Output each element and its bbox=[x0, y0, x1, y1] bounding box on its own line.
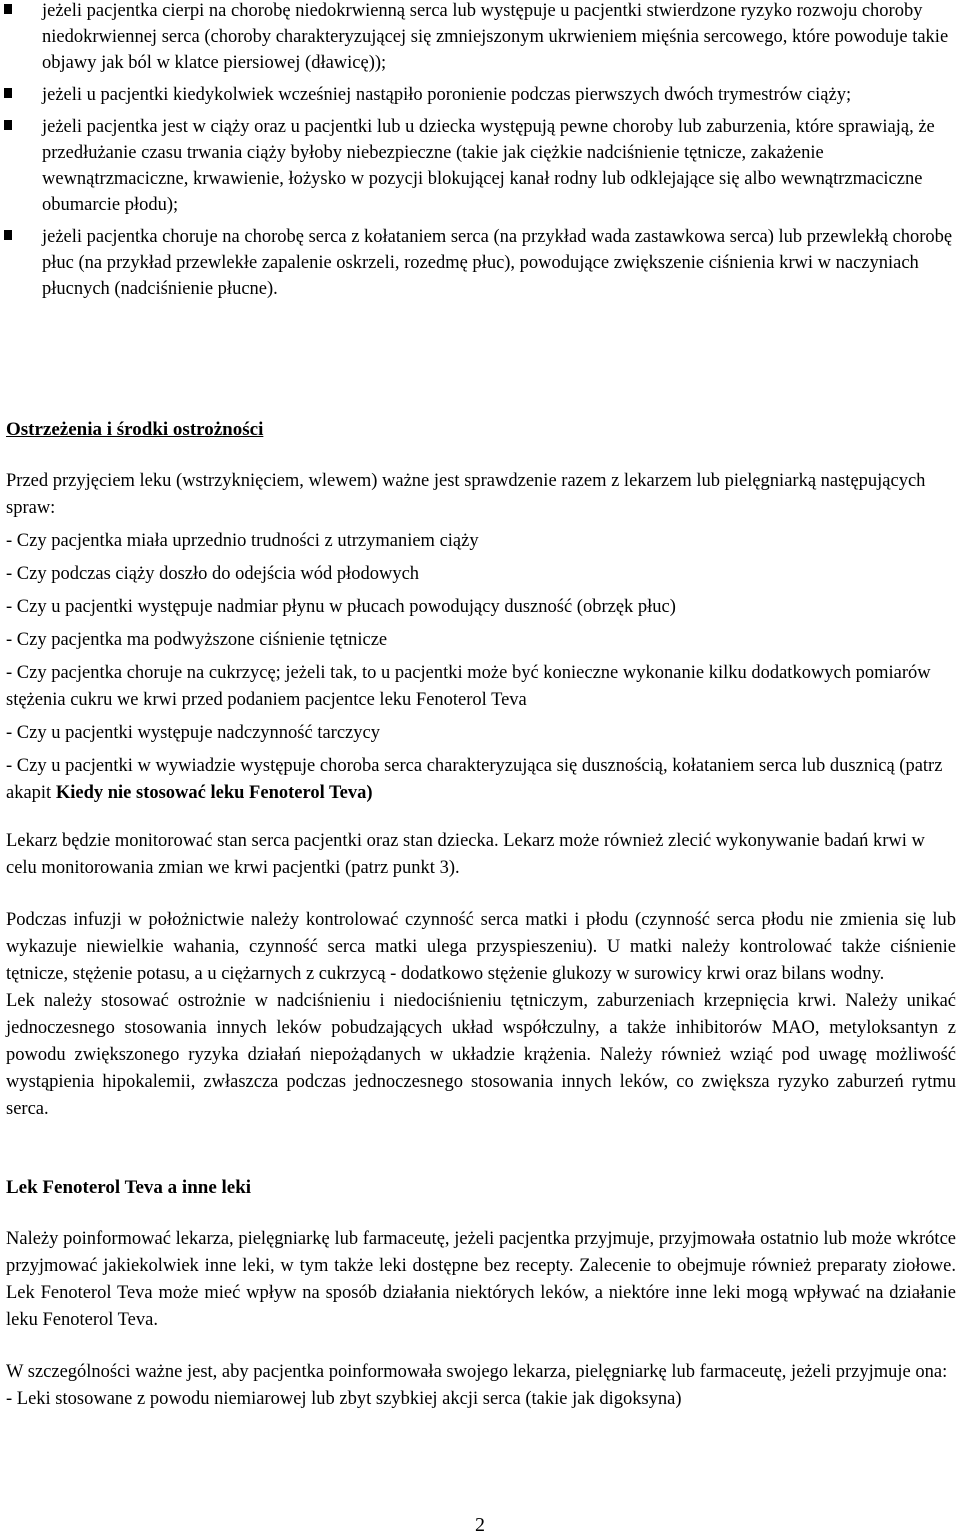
warnings-section bbox=[6, 416, 956, 443]
list-item bbox=[0, 0, 960, 76]
other-drugs-paragraph bbox=[6, 1226, 956, 1334]
checklist-item: - Czy pacjentka ma podwyższone ciśnienie tętnicze bbox=[6, 630, 388, 650]
contraindication-list bbox=[0, 0, 960, 308]
infusion-paragraph bbox=[6, 907, 956, 1123]
list-item bbox=[0, 114, 960, 218]
list-item-text: jeżeli pacjentka cierpi na chorobę niedokrwienną serca lub występuje u pacjentki stwierdzone ryzyko rozwoju choroby niedokrwiennej serca (choroby charakteryzującej się zmniejszonym ukrwieniem mięśnia sercowego, które powoduje takie objawy jak ból w klatce piersiowej (dławicę)); bbox=[42, 1, 949, 73]
drug-list-item: - Leki stosowane z powodu niemiarowej lub zbyt szybkiej akcji serca (takie jak digoksyna) bbox=[6, 1389, 682, 1409]
paragraph: W szczególności ważne jest, aby pacjentka poinformowała swojego lekarza, pielęgniarkę lub farmaceutę, jeżeli przyjmuje ona: bbox=[6, 1362, 948, 1382]
cross-reference: Kiedy nie stosować leku Fenoterol Teva) bbox=[55, 783, 373, 803]
checklist-item: - Czy pacjentka choruje na cukrzycę; jeżeli tak, to u pacjentki może być konieczne wykonanie kilku dodatkowych pomiarów stężenia cukru we krwi przed podaniem pacjentce leku Fenoterol Teva bbox=[6, 663, 931, 710]
list-item-text: jeżeli pacjentka jest w ciąży oraz u pacjentki lub u dziecka występują pewne choroby lub zaburzenia, które sprawiają, że przedłużanie czasu trwania ciąży byłoby niebezpieczne (takie jak ciężkie nadciśnienie tętnicze, zakażenie wewnątrzmaciczne, krwawienie, łożysko w pozycji blokującej kanał rodny lub odklejające się albo wewnątrzmaciczne obumarcie płodu); bbox=[42, 117, 935, 215]
square-bullet-icon bbox=[4, 88, 12, 98]
especially-paragraph bbox=[6, 1359, 956, 1413]
checklist-item-text: - Czy u pacjentki w wywiadzie występuje choroba serca charakteryzująca się dusznością, kołataniem serca lub dusznicą (patrz akapit bbox=[6, 756, 943, 803]
checklist-item: - Czy pacjentka miała uprzednio trudności z utrzymaniem ciąży bbox=[6, 531, 479, 551]
checklist-item: - Czy u pacjentki występuje nadmiar płynu w płucach powodujący duszność (obrzęk płuc) bbox=[6, 597, 676, 617]
list-item-text: jeżeli u pacjentki kiedykolwiek wcześniej nastąpiło poronienie podczas pierwszych dwóch trymestrów ciąży; bbox=[42, 85, 852, 105]
square-bullet-icon bbox=[4, 230, 12, 240]
list-item bbox=[0, 224, 960, 302]
paragraph: Należy poinformować lekarza, pielęgniarkę lub farmaceutę, jeżeli pacjentka przyjmuje, przyjmowała ostatnio lub może wkrótce przyjmować jakiekolwiek inne leki, w tym także leki dostępne bez recepty. Zalecenie to obejmuje również preparaty ziołowe. Lek Fenoterol Teva może mieć wpływ na sposób działania niektórych leków, a niektóre inne leki mogą wpływać na działanie leku Fenoterol Teva. bbox=[6, 1229, 956, 1330]
list-item bbox=[0, 82, 960, 108]
square-bullet-icon bbox=[4, 120, 12, 130]
section-heading: Ostrzeżenia i środki ostrożności bbox=[6, 419, 264, 440]
other-drugs-section bbox=[6, 1174, 956, 1201]
warnings-checklist bbox=[6, 468, 956, 807]
checklist-item: - Czy podczas ciąży doszło do odejścia wód płodowych bbox=[6, 564, 420, 584]
list-item-text: jeżeli pacjentka choruje na chorobę serca z kołataniem serca (na przykład wada zastawkowa serca) lub przewlekłą chorobę płuc (na przykład przewlekłe zapalenie oskrzeli, rozedmę płuc), powodujące zwiększenie ciśnienia krwi w naczyniach płucnych (nadciśnienie płucne). bbox=[42, 227, 953, 299]
paragraph: Lekarz będzie monitorować stan serca pacjentki oraz stan dziecka. Lekarz może również zlecić wykonywanie badań krwi w celu monitorowania zmian we krwi pacjentki (patrz punkt 3). bbox=[6, 831, 925, 878]
square-bullet-icon bbox=[4, 4, 12, 14]
paragraph: Lek należy stosować ostrożnie w nadciśnieniu i niedociśnieniu tętniczym, zaburzeniach krzepnięcia krwi. Należy unikać jednoczesnego stosowania innych leków pobudzających układ współczulny, a także inhibitorów MAO, metyloksantyn z powodu zwiększonego ryzyka działań niepożądanych w układzie krążenia. Należy również wziąć pod uwagę możliwość wystąpienia hipokalemii, zwłaszcza podczas jednoczesnego stosowania innych leków, co zwiększa ryzyko zaburzeń rytmu serca. bbox=[6, 991, 956, 1119]
paragraph: Podczas infuzji w położnictwie należy kontrolować czynność serca matki i płodu (czynność serca płodu nie zmienia się lub wykazuje niewielkie wahania, czynność serca matki ulega przyspieszeniu). U matki należy kontrolować także ciśnienie tętnicze, stężenie potasu, a u ciężarnych z cukrzycą - dodatkowo stężenie glukozy w surowicy krwi oraz bilans wodny. bbox=[6, 910, 956, 984]
checklist-item: - Czy u pacjentki występuje nadczynność tarczycy bbox=[6, 723, 380, 743]
section-heading: Lek Fenoterol Teva a inne leki bbox=[6, 1177, 252, 1198]
monitoring-paragraph bbox=[6, 828, 956, 882]
checklist-item bbox=[6, 753, 956, 807]
warnings-intro: Przed przyjęciem leku (wstrzyknięciem, wlewem) ważne jest sprawdzenie razem z lekarzem lub pielęgniarką następujących spraw: bbox=[6, 471, 926, 518]
page-number: 2 bbox=[475, 1514, 485, 1536]
